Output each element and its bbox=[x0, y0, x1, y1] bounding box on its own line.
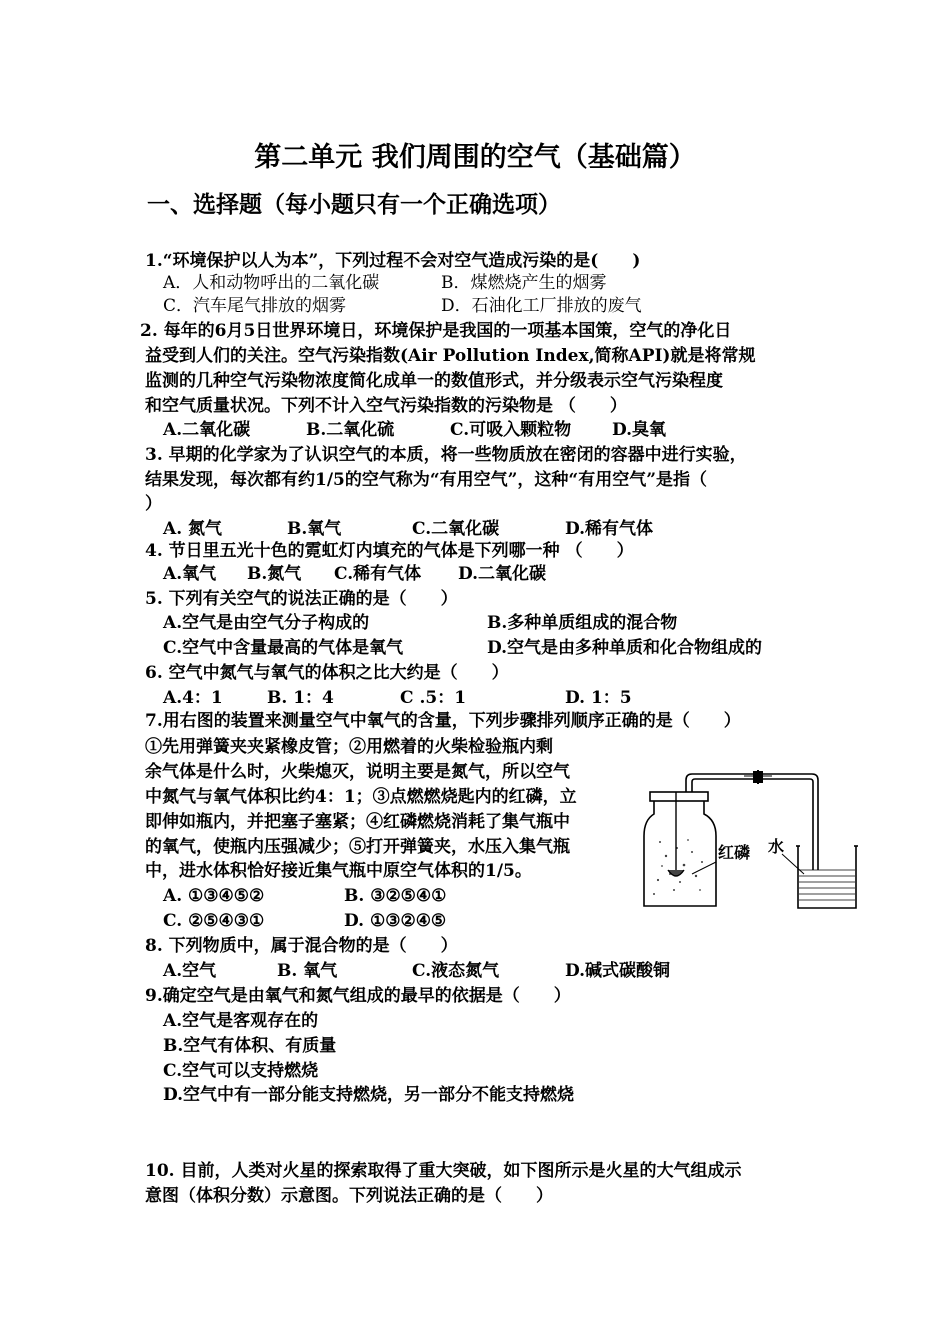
question-4-option-a: A.氧气 bbox=[163, 564, 217, 584]
question-6-stem: 6. 空气中氮气与氧气的体积之比大约是（ ） bbox=[145, 663, 509, 683]
question-6-option-c: C .5：1 bbox=[400, 688, 467, 708]
question-6-option-a: A.4：1 bbox=[163, 688, 223, 708]
question-10-line-1: 10. 目前，人类对火星的探索取得了重大突破，如下图所示是火星的大气组成示 bbox=[145, 1161, 742, 1181]
question-4-option-b: B.氮气 bbox=[247, 564, 302, 584]
question-9-option-b: B.空气有体积、有质量 bbox=[163, 1036, 337, 1056]
water-lines bbox=[799, 870, 855, 900]
section-heading: 一、选择题（每小题只有一个正确选项） bbox=[147, 192, 561, 218]
question-8-option-c: C.液态氮气 bbox=[412, 961, 500, 981]
question-3-option-c: C.二氧化碳 bbox=[412, 519, 500, 539]
water-leader bbox=[782, 854, 804, 874]
bottle-smoke bbox=[653, 839, 703, 895]
question-4-option-d: D.二氧化碳 bbox=[458, 564, 547, 584]
gas-bottle bbox=[644, 792, 716, 906]
question-7-stem: 7.用右图的装置来测量空气中氧气的含量，下列步骤排列顺序正确的是（ ） bbox=[145, 711, 741, 731]
spring-clamp bbox=[744, 770, 772, 784]
question-8-option-a: A.空气 bbox=[163, 961, 217, 981]
label-red-phosphorus: 红磷 bbox=[718, 843, 751, 862]
page-title: 第二单元 我们周围的空气（基础篇） bbox=[254, 142, 696, 173]
question-8-option-d: D.碱式碳酸铜 bbox=[565, 961, 671, 981]
question-10-line-2: 意图（体积分数）示意图。下列说法正确的是（ ） bbox=[145, 1186, 553, 1206]
question-4-option-c: C.稀有气体 bbox=[334, 564, 422, 584]
question-1-option-c: C．汽车尾气排放的烟雾 bbox=[163, 296, 347, 316]
question-7-option-d: D. ①③②④⑤ bbox=[344, 911, 447, 931]
question-2-line-4: 和空气质量状况。下列不计入空气污染指数的污染物是 （ ） bbox=[145, 396, 627, 416]
question-7-line-4: 即伸如瓶内，并把塞子塞紧；④红磷燃烧消耗了集气瓶中 bbox=[145, 812, 570, 832]
question-5-option-b: B.多种单质组成的混合物 bbox=[487, 613, 678, 633]
label-water: 水 bbox=[768, 837, 785, 856]
question-1-option-a: A．人和动物呼出的二氧化碳 bbox=[163, 273, 380, 293]
question-1-option-b: B．煤燃烧产生的烟雾 bbox=[441, 273, 607, 293]
question-3-option-b: B.氧气 bbox=[287, 519, 342, 539]
question-7-option-b: B. ③②⑤④① bbox=[344, 886, 447, 906]
combustion-spoon bbox=[668, 792, 684, 876]
question-7-line-3: 中氮气与氧气体积比约4：1；③点燃燃烧匙内的红磷，立 bbox=[145, 787, 577, 807]
question-2-line-3: 监测的几种空气污染物浓度简化成单一的数值形式，并分级表示空气污染程度 bbox=[145, 371, 723, 391]
question-3-option-d: D.稀有气体 bbox=[565, 519, 654, 539]
question-2-line-1: 2. 每年的6月5日世界环境日，环境保护是我国的一项基本国策，空气的净化日 bbox=[140, 321, 732, 341]
question-5-stem: 5. 下列有关空气的说法正确的是（ ） bbox=[145, 589, 458, 609]
question-4-stem: 4. 节日里五光十色的霓虹灯内填充的气体是下列哪一种 （ ） bbox=[145, 541, 634, 561]
question-2-option-a: A.二氧化碳 bbox=[163, 420, 251, 440]
question-9-stem: 9.确定空气是由氧气和氮气组成的最早的依据是（ ） bbox=[145, 986, 571, 1006]
question-5-option-c: C.空气中含量最高的气体是氧气 bbox=[163, 638, 404, 658]
question-2-line-2: 益受到人们的关注。空气污染指数(Air Pollution Index,简称API)就是将常规 bbox=[145, 346, 756, 366]
water-beaker bbox=[796, 846, 858, 908]
question-9-option-c: C.空气可以支持燃烧 bbox=[163, 1061, 319, 1081]
question-1-stem: 1.“环境保护以人为本”，下列过程不会对空气造成污染的是( ) bbox=[145, 251, 641, 271]
question-7-option-a: A. ①③④⑤② bbox=[163, 886, 265, 906]
question-2-option-c: C.可吸入颗粒物 bbox=[450, 420, 572, 440]
question-7-line-1: ①先用弹簧夹夹紧橡皮管；②用燃着的火柴检验瓶内剩 bbox=[145, 737, 553, 757]
question-3-line-2: 结果发现，每次都有约1/5的空气称为“有用空气”，这种“有用空气”是指（ bbox=[145, 470, 707, 490]
question-7-line-5: 的氧气，使瓶内压强减少；⑤打开弹簧夹，水压入集气瓶 bbox=[145, 837, 570, 857]
question-8-stem: 8. 下列物质中，属于混合物的是（ ） bbox=[145, 936, 458, 956]
question-3-line-3: ） bbox=[145, 494, 162, 514]
question-1-option-d: D．石油化工厂排放的废气 bbox=[441, 296, 642, 316]
question-2-option-b: B.二氧化硫 bbox=[306, 420, 395, 440]
question-2-option-d: D.臭氧 bbox=[612, 420, 667, 440]
question-9-option-a: A.空气是客观存在的 bbox=[163, 1011, 319, 1031]
question-6-option-d: D. 1：5 bbox=[565, 688, 632, 708]
question-3-line-1: 3. 早期的化学家为了认识空气的本质，将一些物质放在密闭的容器中进行实验， bbox=[145, 445, 747, 465]
question-7-line-2: 余气体是什么时，火柴熄灭，说明主要是氮气，所以空气 bbox=[145, 762, 570, 782]
question-5-option-a: A.空气是由空气分子构成的 bbox=[163, 613, 370, 633]
question-3-option-a: A. 氮气 bbox=[163, 519, 223, 539]
question-5-option-d: D.空气是由多种单质和化合物组成的 bbox=[487, 638, 763, 658]
question-6-option-b: B. 1：4 bbox=[267, 688, 334, 708]
question-9-option-d: D.空气中有一部分能支持燃烧，另一部分不能支持燃烧 bbox=[163, 1085, 575, 1105]
oxygen-experiment-diagram bbox=[632, 770, 864, 915]
question-7-line-6: 中，进水体积恰好接近集气瓶中原空气体积的1/5。 bbox=[145, 861, 532, 881]
question-7-option-c: C. ②⑤④③① bbox=[163, 911, 265, 931]
phosphorus-leader bbox=[692, 862, 716, 874]
question-8-option-b: B. 氧气 bbox=[277, 961, 338, 981]
